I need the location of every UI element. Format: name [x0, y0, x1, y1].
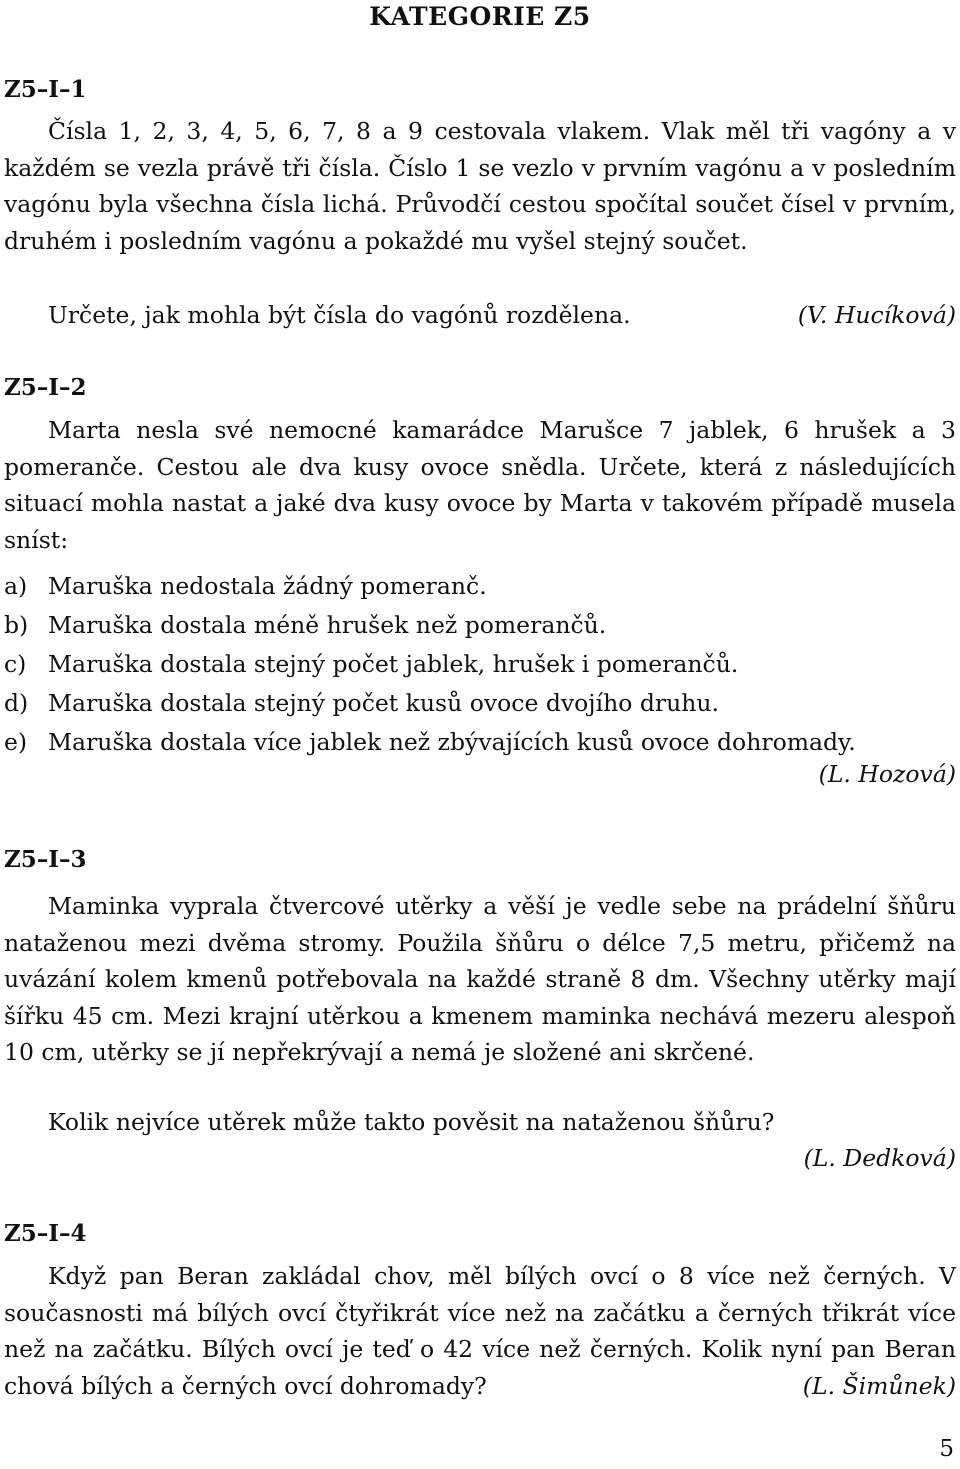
problem-4-text-block [4, 1258, 956, 1404]
option-e: e) Maruška dostala více jablek než zbývajících kusů ovoce dohromady. [4, 728, 856, 756]
problem-4-heading: Z5–I–4 [4, 1220, 87, 1247]
problem-1-author: (V. Hucíková) [797, 301, 956, 329]
problem-1-heading: Z5–I–1 [4, 76, 87, 103]
problem-4-text: Když pan Beran zakládal chov, měl bílých ovcí o 8 více než černých. V současnosti má bílých ovcí čtyřikrát více než na začátku a černých třikrát více než na začátku. Bílých ovcí je teď o 42 více než černých. Kolik nyní pan Beran chová bílých a černých ovcí dohromady? [4, 1262, 956, 1400]
problem-2-heading: Z5–I–2 [4, 374, 87, 401]
option-a: a) Maruška nedostala žádný pomeranč. [4, 572, 487, 600]
problem-4-author: (L. Šimůnek) [802, 1371, 956, 1400]
problem-2-options [4, 567, 956, 762]
option-d: d) Maruška dostala stejný počet kusů ovoce dvojího druhu. [4, 689, 720, 717]
problem-2-text: Marta nesla své nemocné kamarádce Marušce 7 jablek, 6 hrušek a 3 pomeranče. Cestou ale dva kusy ovoce snědla. Určete, která z následujících situací mohla nastat a jaké dva kusy ovoce by Marta v takovém případě musela sníst: [4, 416, 956, 554]
option-c: c) Maruška dostala stejný počet jablek, hrušek i pomerančů. [4, 650, 739, 678]
problem-1-text: Čísla 1, 2, 3, 4, 5, 6, 7, 8 a 9 cestovala vlakem. Vlak měl tři vagóny a v každém se vezla právě tři čísla. Číslo 1 se vezlo v prvním vagónu a v posledním vagónu byla všechna čísla lichá. Průvodčí cestou spočítal součet čísel v prvním, druhém i posledním vagónu a pokaždé mu vyšel stejný součet. [4, 117, 956, 255]
option-b: b) Maruška dostala méně hrušek než pomerančů. [4, 611, 607, 639]
problem-3-question: Kolik nejvíce utěrek může takto pověsit na nataženou šňůru? [48, 1108, 775, 1136]
problem-3-text: Maminka vyprala čtvercové utěrky a věší je vedle sebe na prádelní šňůru nataženou mezi dvěma stromy. Použila šňůru o délce 7,5 metru, přičemž na uvázání kolem kmenů potřebovala na každé straně 8 dm. Všechny utěrky mají šířku 45 cm. Mezi krajní utěrkou a kmenem maminka nechává mezeru alespoň 10 cm, utěrky se jí nepřekrývají a nemá je složené ani skrčené. [4, 892, 956, 1067]
problem-3-author: (L. Dedková) [803, 1144, 956, 1172]
problem-3-heading: Z5–I–3 [4, 846, 87, 873]
page-number: 5 [939, 1436, 954, 1462]
problem-2-author: (L. Hozová) [818, 760, 956, 788]
problem-1-question-line [4, 297, 956, 334]
problem-1-question: Určete, jak mohla být čísla do vagónů rozdělena. [48, 301, 631, 329]
page-title: KATEGORIE Z5 [369, 2, 591, 31]
